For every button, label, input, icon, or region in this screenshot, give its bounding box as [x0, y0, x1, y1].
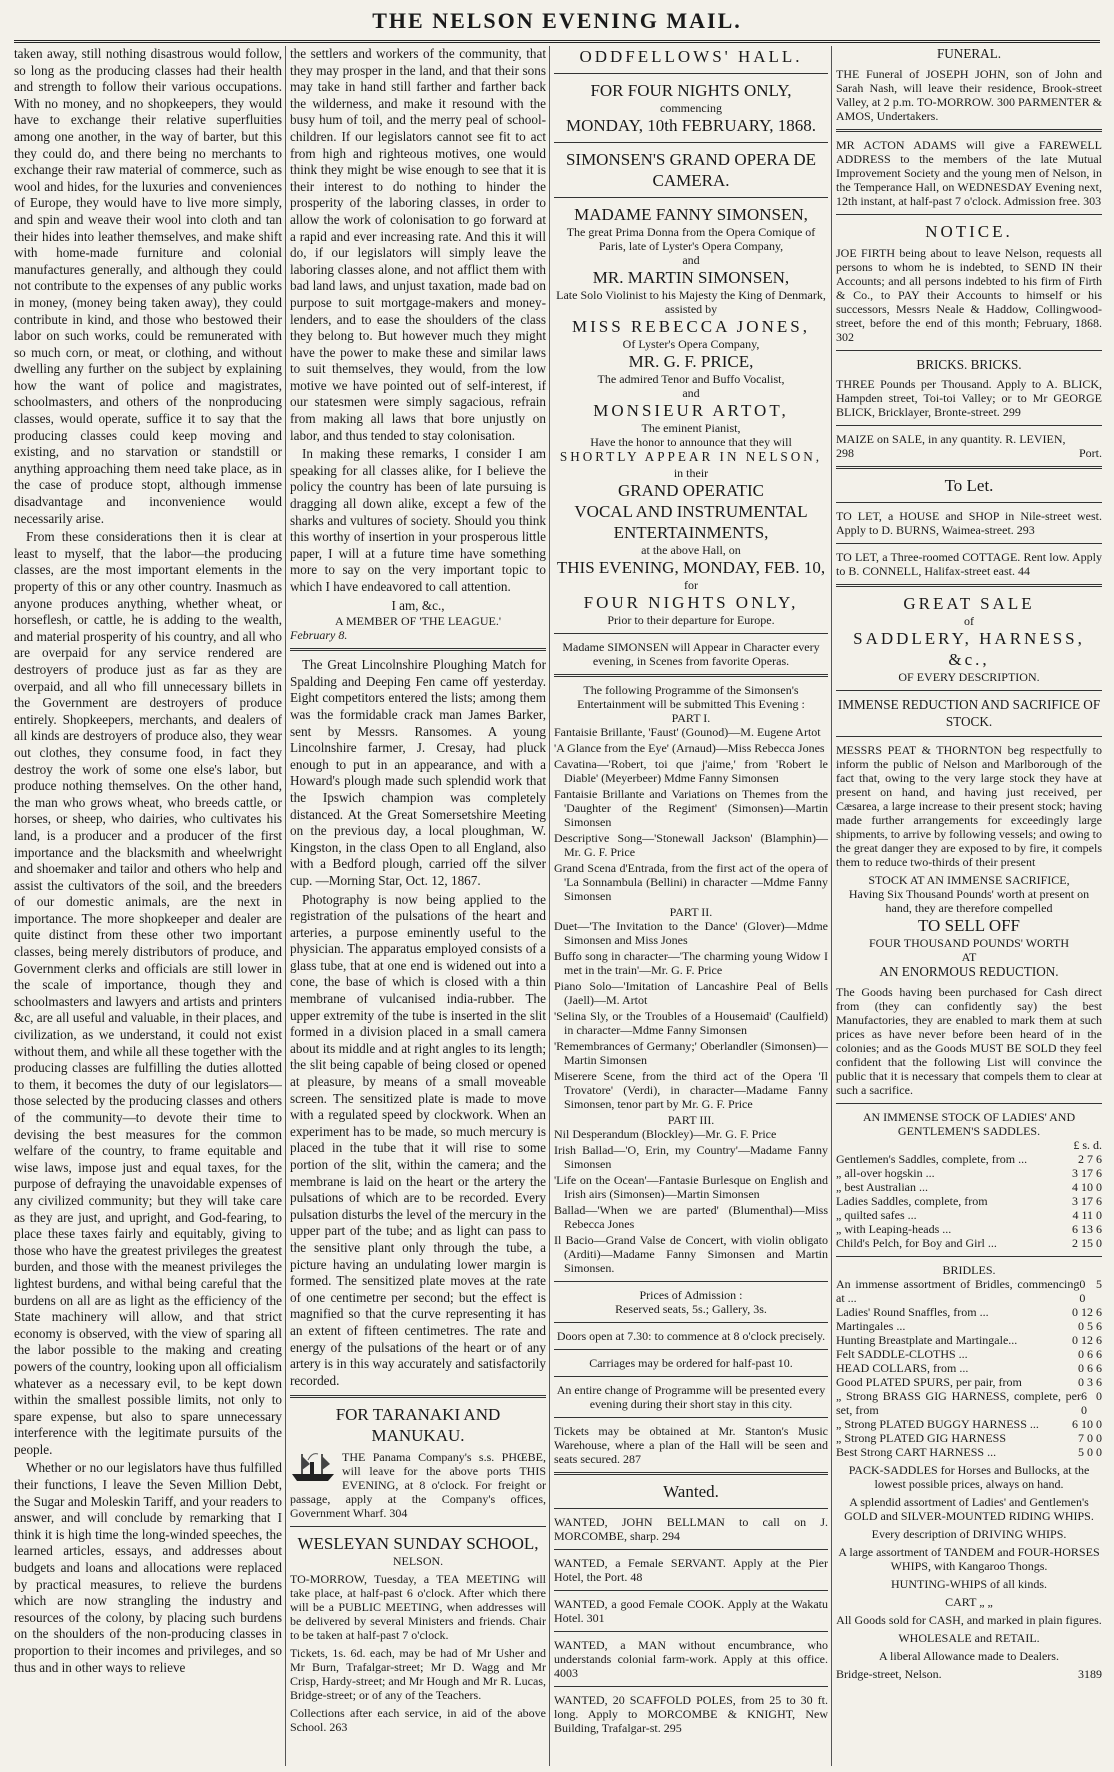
ad-number: 301 — [586, 1610, 605, 1625]
column-notices — [836, 46, 1102, 1766]
wanted-text: WANTED, 20 SCAFFOLD POLES, from 25 to 30 ft. long. Apply to MORCOMBE & KNIGHT, New Building, Trafalgar-st. — [554, 1692, 828, 1735]
divider — [290, 1526, 546, 1527]
reduction-heading: IMMENSE REDUCTION AND SACRIFICE OF STOCK. — [837, 697, 1101, 729]
programme-item: 'A Glance from the Eye' (Arnaud)—Miss Rebecca Jones — [554, 740, 825, 755]
price-item: Ladies' Round Snaffles, from ... — [836, 1304, 989, 1319]
masthead-title: THE NELSON EVENING MAIL. — [372, 8, 742, 33]
saddles-list — [836, 1152, 1102, 1250]
price-item: „ Strong PLATED BUGGY HARNESS ... — [836, 1416, 1039, 1431]
notice-heading: NOTICE. — [925, 221, 1013, 241]
notice-text: JOE FIRTH being about to leave Nelson, requests all persons to whom he is indebted, to SEND IN their Accounts; and all persons indebted to his firm of Firth & Co., to PAY their Accounts to himself or his successors, Messrs Neale & Haddow, Collingwood-street, before the end of this month; February, 1868. — [836, 245, 1102, 330]
divider — [554, 1281, 828, 1282]
programme-part: PART I. — [671, 710, 711, 725]
programme-item: 'Life on the Ocean'—Fantasie Burlesque on English and Irish airs (Simonsen)—Martin Simonsen — [554, 1172, 828, 1201]
price-value: 6 10 0 — [1072, 1416, 1102, 1431]
divider — [836, 425, 1102, 426]
price-row — [836, 1152, 1102, 1166]
wanted-ad — [554, 1597, 828, 1625]
wanted-text: WANTED, a MAN without encumbrance, who understands colonial farm-work. Apply at this office. — [554, 1637, 828, 1666]
peat-notice: MESSRS PEAT & THORNTON beg respectfully to inform the public of Nelson and Marlborough of the fact that, owing to the very large stock they have at present on hand, and having just received, per Cæsarea, a large increase to their present stock; having made further arrangements for exceedingly large shipments, to arrive by following vessels; and owing to the great danger they are exposed to by fire, it compels them to reduce two-thirds of their present — [836, 743, 1102, 870]
price-value: 4 11 0 — [1072, 1207, 1102, 1222]
price-value: 0 12 6 — [1072, 1332, 1102, 1347]
divider — [836, 690, 1102, 691]
maize-footer — [836, 446, 1102, 460]
ad-line: CART „ „ — [945, 1594, 993, 1609]
divider — [554, 1549, 828, 1550]
divider — [290, 1395, 546, 1398]
divider — [554, 197, 828, 198]
maize-ad — [836, 432, 1102, 460]
price-value: 7 0 0 — [1078, 1430, 1102, 1445]
programme-item: Cavatina—'Robert, toi que j'aime,' from 'Robert le Diable' (Meyerbeer) Mdme Fanny Simonsen — [554, 756, 828, 785]
ad-line: GRAND OPERATIC — [618, 480, 764, 500]
divider — [554, 1322, 828, 1323]
artist-name: MISS REBECCA JONES, — [572, 317, 810, 336]
programme-item: Fantaisie Brillante and Variations on Themes from the 'Daughter of the Regiment' (Simonsen)—Martin Simonsen — [554, 786, 828, 829]
price-row — [836, 1333, 1102, 1347]
ad-number: 293 — [1016, 523, 1035, 538]
ad-text: TO-MORROW, Tuesday, a TEA MEETING will take place, at half-past 6 o'clock. After which there will be a PUBLIC MEETING, when addresses will be delivered by several Ministers and friends. Chair to be taken at half-past 7 o'clock. — [290, 1572, 546, 1643]
price-row — [836, 1431, 1102, 1445]
bricks-ad — [836, 377, 1102, 419]
price-value: 6 13 6 — [1072, 1221, 1102, 1236]
price-value: 0 6 6 — [1078, 1346, 1102, 1361]
price-row — [836, 1180, 1102, 1194]
programme-part: PART II. — [669, 904, 713, 919]
price-item: HEAD COLLARS, from ... — [836, 1360, 969, 1375]
artist-desc: Late Solo Violinist to his Majesty the King of Denmark, assisted by — [556, 288, 826, 316]
notice-text: MR ACTON ADAMS will give a FAREWELL ADDRESS to the members of the late Mutual Improvement Society and the young men of Nelson, in the Temperance Hall, on WEDNESDAY Evening next, 12th instant, at half-past 7 o'clock. Admission free. — [836, 137, 1102, 208]
steamship-icon — [290, 1450, 336, 1484]
paragraph: Whether or no our legislators have thus fulfilled their functions, I leave the Seven Million Debt, the Sugar and Moleskin Tariff, and your readers to answer, and will conclude by remarking that I think it is high time the long-winded speeches, the learned articles, essays, and addresses about budgets and loans and allocations were replaced by practical measures, to relieve the burdens which are now strangling the industry and resources of the colony, by placing such burdens on the shoulders of the non-producing classes in proportion to their incomes and privileges, and so thus and in other ways to relieve — [14, 1460, 282, 1675]
programme-item: Irish Ballad—'O, Erin, my Country'—Madame Fanny Simonsen — [554, 1142, 828, 1171]
divider — [554, 1417, 828, 1418]
sale-heading: AN ENORMOUS REDUCTION. — [879, 964, 1059, 980]
column-letter-continued — [290, 46, 546, 1766]
ad-number: 4003 — [554, 1665, 578, 1680]
price-item: Good PLATED SPURS, per pair, from — [836, 1374, 1022, 1389]
news-paragraph: Photography is now being applied to the registration of the pulsations of the heart and arteries, a purpose eminently useful to the physician. The apparatus employed consists of a glass tube, that at one end is widened out into a cone, the base of which is closed with a thin membrane of vulcanised india-rubber. The upper extremity of the tube is inserted in the slit formed in a division placed in a small camera about its middle and at right angles to its length; the slit being capable of being closed or opened at pleasure, by means of a small moveable screen. The sensitized plate is made to move with a regulated speed by clockwork. When an experiment has to be made, so much mercury is placed in the tube that it will rise to some portion of the slit, within the camera; and the membrane is laid on the heart or the artery the pulsations of which are to be recorded. Every pulsation disturbs the level of the mercury in the upper part of the tube; and as light can pass to the sensitive plant only through the tube, a picture having an undulating lower margin is formed. The sensitized plate moves at the rate of one centimetre per second; but the effect is magnified so that the curve representing it has an extent of fifteen centimetres. The rate and energy of the pulsations of the heart or of any artery is in this way accurately and satisfactorily recorded. — [290, 891, 546, 1388]
ad-text: MAIZE on SALE, in any quantity. R. LEVIEN, — [836, 432, 1066, 447]
price-value: 0 6 6 — [1078, 1360, 1102, 1375]
ad-line: and — [682, 386, 700, 400]
programme — [554, 711, 828, 1275]
price-row — [836, 1277, 1102, 1305]
sale-heading: SADDLERY, HARNESS, &c., — [853, 629, 1085, 670]
tickets-note — [554, 1424, 828, 1466]
sale-line: Having Six Thousand Pounds' worth at present on hand, they are therefore compelled — [848, 887, 1090, 916]
programme-item: Duet—'The Invitation to the Dance' (Glover)—Mdme Simonsen and Miss Jones — [554, 918, 828, 947]
divider — [836, 1103, 1102, 1104]
price-value: 4 10 0 — [1072, 1179, 1102, 1194]
divider — [554, 1590, 828, 1591]
bridles-heading: BRIDLES. — [942, 1262, 996, 1277]
divider — [554, 142, 828, 143]
ad-text-line: Collections after each service, in aid of the above School. — [290, 1706, 546, 1735]
currency-header: £ s. d. — [1073, 1137, 1102, 1152]
ad-number: 298 — [836, 446, 854, 461]
ad-text: Tickets, 1s. 6d. each, may be had of Mr Usher and Mr Burn, Trafalgar-street; Mr D. Wagg and Mr Crisp, Hardy-street; and Mr Hough and Mr R. Lucas, Bridge-street; or of any of the Teachers. — [290, 1646, 546, 1703]
wanted-text: WANTED, JOHN BELLMAN to call on J. MORCOMBE, sharp. — [554, 1514, 828, 1543]
price-row — [836, 1445, 1102, 1459]
programme-item: Descriptive Song—'Stonewall Jackson' (Blamphin)—Mr. G. F. Price — [554, 830, 828, 859]
column-opera-ad — [554, 46, 828, 1766]
price-item: „ Strong PLATED GIG HARNESS — [836, 1430, 1007, 1445]
ad-line: WHOLESALE and RETAIL. — [898, 1630, 1040, 1645]
masthead-rule — [14, 40, 1100, 43]
news-paragraph: The Great Lincolnshire Ploughing Match for Spalding and Deeping Fen came off yesterday. Eight competitors entered the lists; among them was the formidable crack man James Barker, sent by Messrs. Ransomes. A young Lincolnshire farmer, J. Cresay, had pluck enough to put in an appearance, and with a Howard's plough made such splendid work that the Ipswich champion was completely distanced. At the Great Somersetshire Meeting on the previous day, a local ploughman, W. Kingston, in the class Open to all England, also with a Bedford plough, carried off the silver cup. —Morning Star, Oct. 12, 1867. — [290, 657, 546, 888]
ad-line: for — [684, 577, 698, 592]
ad-heading: FOR TARANAKI AND MANUKAU. — [335, 1405, 501, 1446]
divider — [836, 502, 1102, 503]
price-row — [836, 1361, 1102, 1375]
price-row — [836, 1222, 1102, 1236]
divider — [554, 633, 828, 634]
ad-line: Madame SIMONSEN will Appear in Character every evening, in Scenes from favorite Operas. — [562, 639, 820, 668]
ad-line: FOUR NIGHTS ONLY, — [583, 592, 799, 612]
column-letter — [14, 46, 282, 1766]
price-item: Gentlemen's Saddles, complete, from ... — [836, 1151, 1028, 1166]
column-divider — [549, 46, 550, 1766]
divider — [836, 129, 1102, 132]
paragraph: In making these remarks, I consider I am speaking for all classes alike, for I believe the policy the country has been of late pursuing is dragging all down alike, except a few of the sharks and vultures of society. Should you think this worthy of insertion in your prosperous little paper, I will at a future time have something more to say on the very important topic to which I have endeavored to call attention. — [290, 446, 546, 594]
price-item: „ all-over hogskin ... — [836, 1165, 935, 1180]
programme-item: Nil Desperandum (Blockley)—Mr. G. F. Price — [554, 1126, 777, 1141]
ad-number: 263 — [329, 1720, 348, 1735]
notice — [836, 246, 1102, 344]
signature-line: I am, &c., — [391, 597, 445, 613]
divider — [836, 543, 1102, 544]
ad-text: THREE Pounds per Thousand. Apply to A. BLICK, Hampden street, Toi-toi Valley; or to Mr GEORGE BLICK, Bricklayer, Bronte-street. — [836, 377, 1102, 420]
ad-line: PACK-SADDLES for Horses and Bullocks, at the lowest possible prices, always on hand. — [848, 1462, 1090, 1491]
price-item: Hunting Breastplate and Martingale... — [836, 1332, 1018, 1347]
ad-text: TO LET, a Three-roomed COTTAGE. Rent low. Apply to B. CONNELL, Halifax-street east. — [836, 550, 1102, 579]
programme-item: Miserere Scene, from the third act of the Opera 'Il Trovatore' (Verdi), in character—Madame Fanny Simonsen, tenor part by Mr. G. F. Price — [554, 1068, 828, 1111]
sale-line: STOCK AT AN IMMENSE SACRIFICE, — [868, 873, 1070, 888]
ad-number: 303 — [1083, 193, 1102, 208]
wanted-ad — [554, 1515, 828, 1543]
tolet-ad — [836, 550, 1102, 578]
sale-line: AT — [961, 950, 977, 965]
artist-name: MR. G. F. PRICE, — [628, 352, 754, 371]
artist-name: MADAME FANNY SIMONSEN, — [574, 205, 808, 224]
ad-line: SIMONSEN'S GRAND OPERA DE CAMERA. — [565, 150, 817, 190]
sale-line: of — [964, 614, 974, 629]
ad-text: Bridge-street, Nelson. — [836, 1666, 942, 1681]
price-header — [836, 1138, 1102, 1152]
ad-line: and — [682, 253, 700, 267]
ad-number: 295 — [663, 1720, 682, 1735]
ad-line: MONDAY, 10th FEBRUARY, 1868. — [565, 116, 817, 135]
divider — [554, 1631, 828, 1632]
sale-line: OF EVERY DESCRIPTION. — [898, 670, 1040, 685]
ad-number: 48 — [630, 1569, 643, 1584]
paragraph: From these considerations then it is clear at least to myself, that the labor—the producing classes, are the most important elements in the property of this or any other country. Inasmuch as anyone produces anything, whether wheat, or horseflesh, or cattle, he is adding to the wealth, and material prosperity of his country, and all who are overpaid for any service rendered are destroyers of produce just as far as they are overpaid, and all who fill unnecessary billets in the Government are destroyers of produce entirely. Shopkeepers, merchants, and dealers of all kinds are destroyers of produce also, they wear out clothes, they consume food, in fact they destroy the work of some one else's labor, but produce nothing themselves. On the other hand, the man who grows wheat, who breeds cattle, or horses, or sheep, who dairies, who cultivates his land, is a producer and a producer of the first importance and the blacksmith and wheelwright and shoemaker and tailor and others who help and assist the cultivators of the soil, and the breeders of our domestic animals, are the next in importance. The more shopkeeper and dealer are quite distinct from these other two important classes, being merely distributors of produce, and Government clerks and officials are still lower in the scale of importance, though they and schoolmasters and lawyers and artists and printers &c, are all useful and valuable, in their places, and civilization, as we understand, it could not exist without them, and while all these together with the producing classes are fulfilling the duties allotted to them, it becomes the duty of our legislators—those selected by the producing classes and others of the community—to devote their time to devising the best measures for the common welfare of the country, to frame equitable and wise laws, impose just and equal taxes, for the purpose of defraying the unavoidable expenses of any civilized community; but they will take care as they are just, and upright, and God-fearing, to place these taxes fairly and equitably, giving to those who have the greatest privileges the greatest burden, and those with the meanest privileges the lightest burdens, and withal being careful that the burdens on all are as light as the efficiency of the State machinery will allow, and that strict economy is observed, with the view of sparing all the labor possible to the making and creating powers of the country, looking upon all officialism whatever as a necessary evil, to be kept down within the smallest possible limits, not only to spare expense, but also to spare unnecessary interference with the legitimate pursuits of the people. — [14, 529, 282, 1457]
programme-item: 'Selina Sly, or the Troubles of a Housemaid' (Caulfield) in character—Mdme Fanny Simonsen — [554, 1008, 828, 1037]
price-value: 0 5 0 — [1079, 1276, 1102, 1305]
ad-line: SHORTLY APPEAR IN NELSON, — [559, 449, 823, 464]
divider — [554, 1686, 828, 1687]
ad-number: 44 — [1017, 564, 1030, 579]
price-item: „ Strong BRASS GIG HARNESS, complete, per set, from — [836, 1388, 1082, 1417]
divider — [836, 1256, 1102, 1257]
ad-number: 294 — [662, 1528, 681, 1543]
price-item: Ladies Saddles, complete, from — [836, 1193, 988, 1208]
tolet-ad — [836, 509, 1102, 537]
divider — [836, 466, 1102, 469]
divider — [554, 1508, 828, 1509]
price-value: 0 3 6 — [1078, 1374, 1102, 1389]
price-row — [836, 1194, 1102, 1208]
programme-intro: The following Programme of the Simonsen's Entertainment will be submitted This Evening : — [577, 682, 805, 711]
divider — [554, 1349, 828, 1350]
ad-line: at the above Hall, on — [641, 542, 741, 557]
ad-line: VOCAL AND INSTRUMENTAL — [574, 501, 808, 521]
programme-part: PART III. — [667, 1112, 715, 1127]
prices: Reserved seats, 5s.; Gallery, 3s. — [615, 1301, 767, 1316]
ad-line: Every description of DRIVING WHIPS. — [871, 1526, 1067, 1541]
price-value: 2 7 6 — [1078, 1151, 1102, 1166]
programme-item: Il Bacio—Grand Valse de Concert, with violin obligato (Arditi)—Madame Fanny Simonsen and Martin Simonsen. — [554, 1232, 828, 1275]
artist-desc: The eminent Pianist, — [641, 421, 741, 435]
paragraph: the settlers and workers of the community, that they may prosper in the land, and that their sons may take in hand still farther and farther back the wilderness, and make it resound with the busy hum of toil, and the merry peal of school-children. If our legislators cannot see fit to act from high and righteous motives, one would think they might be wise enough to see that it is their interest to do nothing to hinder the prosperity of the laboring classes, in order to allow the work of colonisation to go forward at a rapid and ever increasing rate. And this it will do, if our legislators will simply leave the laboring classes alone, and not afflict them with bad land laws, and unjust taxation, made bad on purpose to suit mortgage-makers and money-lenders, and to ease the shoulders of the class they belong to. But however much they might have the power to make these and similar laws to suit themselves, they would, from the low motive we have pointed out of self-interest, if our statesmen were simply sagacious, refrain from making all laws that bore unjustly on labor, and thus tended to stay colonisation. — [290, 46, 546, 443]
price-row — [836, 1417, 1102, 1431]
artist-name: MONSIEUR ARTOT, — [593, 401, 789, 420]
ad-line: A splendid assortment of Ladies' and Gentlemen's GOLD and SILVER-MOUNTED RIDING WHIPS. — [844, 1494, 1094, 1523]
artist-name: MR. MARTIN SIMONSEN, — [592, 268, 790, 287]
goods-notice: The Goods having been purchased for Cash direct from (they can confidently say) the best Manufactories, they are enabled to mark them at such prices as have never before been heard of in the colonies; and as the Goods MUST BE SOLD they feel confident that the following List will convince the public that it is necessary that compels them to clear at such a sacrifice. — [836, 984, 1102, 1097]
signature-date: February 8. — [290, 628, 348, 643]
wanted-ad — [554, 1638, 828, 1680]
price-value: 6 0 0 — [1081, 1388, 1102, 1417]
bridles-list — [836, 1277, 1102, 1459]
column-divider — [831, 46, 832, 1766]
ad-line: Have the honor to announce that they will — [590, 435, 792, 449]
programme-item: Piano Solo—'Imitation of Lancashire Peal of Bells (Jaell)—M. Artot — [554, 978, 828, 1007]
saddles-heading: AN IMMENSE STOCK OF LADIES' AND GENTLEMEN'S SADDLES. — [862, 1109, 1076, 1138]
price-item: Martingales ... — [836, 1318, 906, 1333]
acton-notice — [836, 138, 1102, 208]
artist-desc: The great Prima Donna from the Opera Comique of Paris, late of Lyster's Opera Company, — [566, 225, 816, 253]
ad-line: HUNTING-WHIPS of all kinds. — [891, 1576, 1047, 1591]
masthead — [0, 0, 1114, 40]
column-divider — [285, 46, 286, 1766]
ad-text — [290, 1706, 546, 1734]
price-item: Best Strong CART HARNESS ... — [836, 1444, 997, 1459]
price-value: 2 15 0 — [1072, 1235, 1102, 1250]
ad-number: 287 — [622, 1451, 641, 1466]
price-item: „ best Australian ... — [836, 1179, 928, 1194]
price-row — [836, 1375, 1102, 1389]
funeral-notice: THE Funeral of JOSEPH JOHN, son of John and Sarah Nash, will leave their residence, Brook-street Valley, at 2 p.m. TO-MORROW. 300 PARMENTER & AMOS, Undertakers. — [836, 66, 1102, 123]
wanted-text: WANTED, a Female SERVANT. Apply at the Pier Hotel, the Port. — [554, 1555, 828, 1584]
programme-item: Buffo song in character—'The charming young Widow I met in the train'—Mr. G. F. Price — [554, 948, 828, 977]
divider — [836, 736, 1102, 737]
price-item: „ quilted safes ... — [836, 1207, 917, 1222]
wanted-ad — [554, 1556, 828, 1584]
price-row — [836, 1305, 1102, 1319]
ad-line: A liberal Allowance made to Dealers. — [879, 1648, 1059, 1663]
programme-item: 'Remembrances of Germany;' Oberlandler (Simonsen)—Martin Simonsen — [554, 1038, 828, 1067]
divider — [554, 674, 828, 677]
ad-line: Prior to their departure for Europe. — [607, 612, 775, 627]
ad-text: TO LET, a HOUSE and SHOP in Nile-street west. Apply to D. BURNS, Waimea-street. — [836, 509, 1102, 538]
ad-number: 299 — [1002, 405, 1021, 420]
price-row — [836, 1236, 1102, 1250]
ad-number: 304 — [389, 1506, 408, 1521]
price-value: 3 17 6 — [1072, 1165, 1102, 1180]
sale-line: FOUR THOUSAND POUNDS' WORTH — [868, 936, 1070, 951]
price-row — [836, 1389, 1102, 1417]
ad-line: in their — [673, 465, 709, 480]
footer-line — [836, 1667, 1102, 1681]
ad-line: A large assortment of TANDEM and FOUR-HORSES WHIPS, with Kangaroo Thongs. — [838, 1544, 1100, 1573]
price-value: 5 0 0 — [1078, 1444, 1102, 1459]
wanted-ad — [554, 1693, 828, 1735]
wanted-heading: Wanted. — [663, 1481, 719, 1501]
sale-heading: GREAT SALE — [903, 594, 1035, 614]
paragraph: taken away, still nothing disastrous would follow, so long as the producing classes had their health and strength to follow their various occupations. With no money, and no shopkeepers, they would have to exchange their relative superfluities among one another, in the way of barter, but this they could do, and there being no merchants to exchange their raw material of commerce, such as wool and hides, for the luxuries and conveniences of Europe, they would have to live more simply, and spin and weave their wool into cloth and tan their hides into leather themselves, and make shift with home-made furniture and colonial manufactures generally, and although they could not contribute to the expenses of any public works in money, (money being taken away), they could contribute in kind, and those who bestowed their labor on such works, could be remunerated with so much corn, or meat, or clothing, and without dwelling any further on the subject by explaining how the want of police and magistrates, schoolmasters, and others of the nonproducing classes, would operate, suffice it to say that the producing classes could keep moving and existing, and no starvation or standstill or anything approaching them need take place, as in the case of produce stopt, although immense disadvantage and inconvenience would necessarily arise. — [14, 46, 282, 526]
tickets-text: Tickets may be obtained at Mr. Stanton's Music Warehouse, where a plan of the Hall will be seen and seats secured. — [554, 1423, 828, 1466]
ad-number: 302 — [836, 329, 854, 344]
hall-heading: ODDFELLOWS' HALL. — [579, 47, 803, 66]
price-value: 0 5 6 — [1078, 1318, 1102, 1333]
ad-line: commencing — [660, 101, 722, 115]
divider — [554, 73, 828, 74]
divider — [554, 1376, 828, 1377]
programme-item: Grand Scena d'Entrada, from the first act of the opera of 'La Sonnambula (Bellini) in character —Mdme Fanny Simonsen — [554, 860, 828, 903]
price-row — [836, 1319, 1102, 1333]
ad-line: All Goods sold for CASH, and marked in plain figures. — [836, 1612, 1102, 1627]
ad-heading: WESLEYAN SUNDAY SCHOOL, — [297, 1534, 539, 1554]
ad-text: THE Panama Company's s.s. PHŒBE, will leave for the above ports THIS EVENING, at 8 o'clock. For freight or passage, apply at the Company's offices, Government Wharf. — [290, 1450, 546, 1521]
price-row — [836, 1166, 1102, 1180]
funeral-heading: FUNERAL. — [936, 46, 1002, 61]
price-value: 3 17 6 — [1072, 1193, 1102, 1208]
ad-subheading: NELSON. — [392, 1554, 444, 1569]
sale-heading: TO SELL OFF — [917, 916, 1021, 936]
ad-number: 3189 — [1078, 1666, 1102, 1681]
ad-line: ENTERTAINMENTS, — [613, 522, 769, 542]
divider — [554, 1472, 828, 1475]
shipping-ad — [290, 1450, 546, 1520]
divider — [836, 584, 1102, 587]
tolet-heading: To Let. — [944, 476, 994, 496]
ad-line: THIS EVENING, MONDAY, FEB. 10, — [556, 557, 826, 577]
price-row — [836, 1347, 1102, 1361]
wanted-text: WANTED, a good Female COOK. Apply at the Wakatu Hotel. — [554, 1596, 828, 1625]
divider — [836, 214, 1102, 215]
divider — [836, 350, 1102, 351]
doors: Doors open at 7.30: to commence at 8 o'clock precisely. — [556, 1328, 826, 1343]
carriages: Carriages may be ordered for half-past 10. — [589, 1355, 793, 1370]
ad-text: Port. — [1078, 446, 1102, 461]
signature-author: A MEMBER OF 'THE LEAGUE.' — [335, 614, 501, 629]
programme-item: Fantaisie Brillante, 'Faust' (Gounod)—M. Eugene Artot — [554, 724, 821, 739]
price-item: An immense assortment of Bridles, commencing at ... — [836, 1276, 1080, 1305]
change-note: An entire change of Programme will be presented every evening during their short stay in this city. — [556, 1382, 826, 1411]
prices-title: Prices of Admission : — [639, 1287, 743, 1302]
price-item: „ with Leaping-heads ... — [836, 1221, 952, 1236]
programme-item: Ballad—'When we are parted' (Blumenthal)—Miss Rebecca Jones — [554, 1202, 828, 1231]
price-row — [836, 1208, 1102, 1222]
price-item: Child's Pelch, for Boy and Girl ... — [836, 1235, 997, 1250]
ad-line: FOR FOUR NIGHTS ONLY, — [590, 81, 792, 100]
artist-desc: The admired Tenor and Buffo Vocalist, — [597, 372, 785, 386]
bricks-heading: BRICKS. BRICKS. — [916, 356, 1022, 372]
divider — [290, 648, 546, 651]
price-item: Felt SADDLE-CLOTHS ... — [836, 1346, 968, 1361]
price-value: 0 12 6 — [1072, 1304, 1102, 1319]
artist-desc: Of Lyster's Opera Company, — [622, 337, 760, 351]
